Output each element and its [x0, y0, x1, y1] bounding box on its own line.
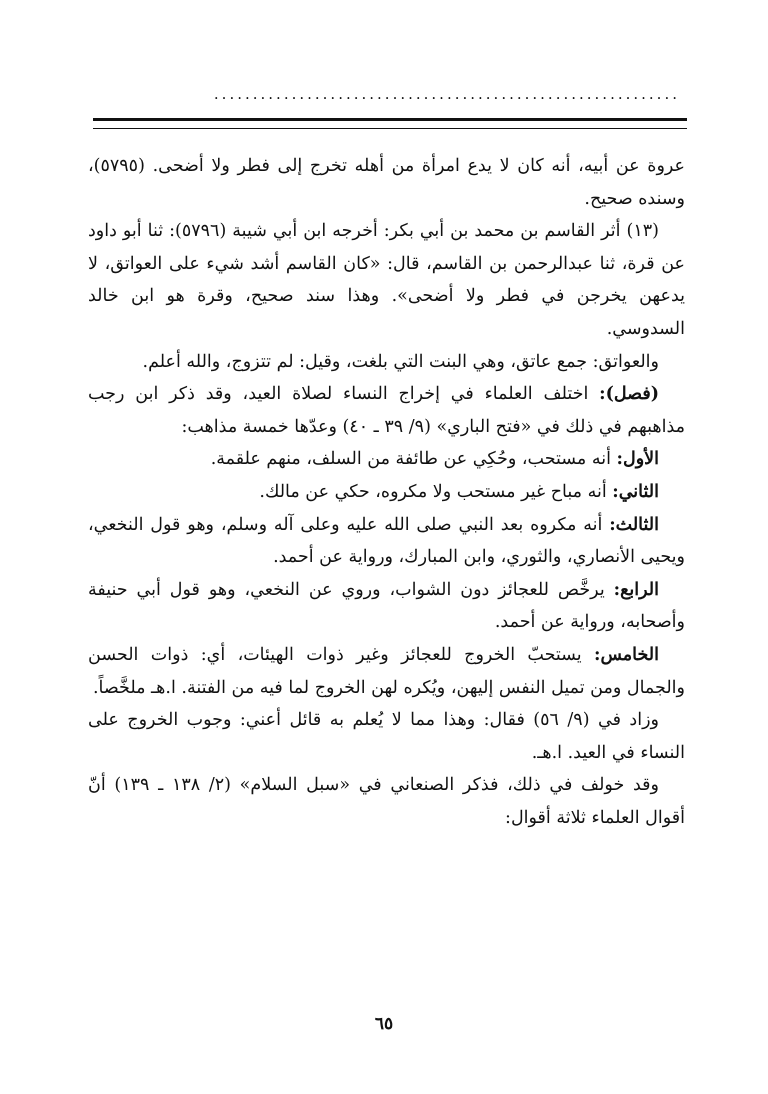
page-body [88, 150, 685, 834]
paragraph-text: وقد خولف في ذلك، فذكر الصنعاني في «سبل السلام» (٢/ ١٣٨ ـ ١٣٩) أنّ أقوال العلماء ثلاثة أقوال: [88, 775, 685, 828]
section-label: (فصل): [599, 384, 659, 405]
paragraph-opinion-2 [88, 476, 685, 509]
opinion-label: الرابع: [613, 579, 659, 600]
paragraph-opinion-4 [88, 574, 685, 639]
paragraph-opinion-1 [88, 443, 685, 476]
header-rule-thick [93, 118, 687, 121]
page-number: ٦٥ [374, 1014, 394, 1034]
paragraph-text: أنه مستحب، وحُكِي عن طائفة من السلف، منهم علقمة. [210, 449, 617, 470]
opinion-label: الخامس: [594, 644, 659, 665]
paragraph-text: أنه مباح غير مستحب ولا مكروه، حكي عن مالك. [259, 481, 613, 502]
paragraph-text: عروة عن أبيه، أنه كان لا يدع امرأة من أهله تخرج إلى فطر ولا أضحى. (٥٧٩٥)، وسنده صحيح. [88, 156, 685, 209]
header-dotted-line: ............................................................ [213, 86, 680, 102]
opinion-label: الأول: [616, 449, 659, 470]
paragraph-fasl [88, 378, 685, 443]
paragraph-continuation [88, 150, 685, 215]
paragraph-text: والعواتق: جمع عاتق، وهي البنت التي بلغت، وقيل: لم تتزوج، والله أعلم. [142, 351, 659, 372]
header-rule-thin [93, 128, 687, 129]
paragraph-text: يستحبّ الخروج للعجائز وغير ذوات الهيئات، أي: ذوات الحسن والجمال ومن تميل النفس إليهن، ويُكره لهن الخروج لما فيه من الفتنة. ا.هـ ملخَّصاً. [88, 644, 685, 698]
paragraph-text: اختلف العلماء في إخراج النساء لصلاة العيد، وقد ذكر ابن رجب مذاهبهم في ذلك في «فتح الباري» (٩/ ٣٩ ـ ٤٠) وعدّها خمسة مذاهب: [88, 384, 685, 437]
opinion-label: الثاني: [612, 481, 659, 502]
paragraph-text: يرخَّص للعجائز دون الشواب، وروي عن النخعي، وهو قول أبي حنيفة وأصحابه، ورواية عن أحمد. [88, 579, 685, 633]
paragraph-text: أنه مكروه بعد النبي صلى الله عليه وعلى آله وسلم، وهو قول النخعي، ويحيى الأنصاري، والثوري، وابن المبارك، ورواية عن أحمد. [88, 514, 685, 568]
paragraph-text: (١٣) أثر القاسم بن محمد بن أبي بكر: أخرجه ابن أبي شيبة (٥٧٩٦): ثنا أبو داود عن قرة، ثنا عبدالرحمن بن القاسم، قال: «كان القاسم أشد شيء على العواتق، لا يدعهن يخرجن في فطر ولا أضحى». وهذا سند صحيح، وقرة هو ابن خالد السدوسي. [88, 221, 685, 339]
paragraph-athar-13 [88, 215, 685, 345]
paragraph-sanani [88, 769, 685, 834]
opinion-label: الثالث: [609, 514, 659, 535]
paragraph-text: وزاد في (٩/ ٥٦) فقال: وهذا مما لا يُعلم به قائل أعني: وجوب الخروج على النساء في العيد. ا.هـ. [88, 710, 685, 763]
paragraph-opinion-5 [88, 639, 685, 704]
paragraph-addition [88, 704, 685, 769]
paragraph-awatiq [88, 346, 685, 379]
paragraph-opinion-3 [88, 509, 685, 574]
